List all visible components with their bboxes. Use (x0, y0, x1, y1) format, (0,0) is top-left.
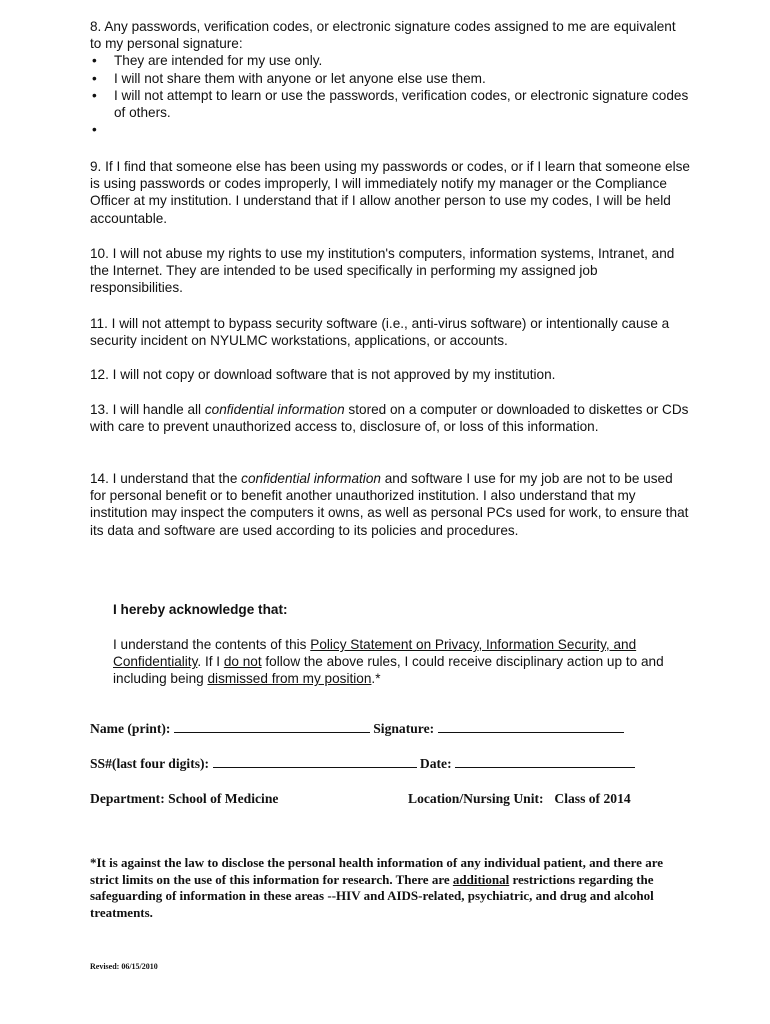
date-label: Date: (419, 756, 452, 771)
dismissed-emphasis: dismissed from my position (207, 671, 372, 687)
legal-footnote (90, 855, 690, 921)
item-13-text-before: 13. I will handle all (90, 402, 205, 417)
date-field[interactable] (455, 755, 635, 768)
ack-text-4: .* (371, 671, 381, 687)
ack-text-1: I understand the contents of this (113, 637, 311, 652)
location-value: Class of 2014 (554, 791, 631, 806)
do-not-emphasis: do not (223, 654, 262, 670)
department-label: Department: (90, 791, 165, 806)
name-label: Name (print): (90, 721, 171, 736)
item-13-emphasis: confidential information (204, 402, 345, 417)
name-field[interactable] (174, 720, 370, 733)
policy-statement-reference: Policy Statement on Privacy, Information Security, and Confidentiality (113, 637, 637, 670)
item-11: 11. I will not attempt to bypass security software (i.e., anti-virus software) or intentionally cause a security incident on NYULMC workstations, applications, or accounts. (90, 316, 670, 349)
ss-label: SS#(last four digits): (90, 756, 210, 771)
item-14 (90, 470, 690, 539)
revised-date: Revised: 06/15/2010 (90, 962, 158, 971)
department-row (90, 790, 278, 807)
item-9: 9. If I find that someone else has been using my passwords or codes, or if I learn that someone else is using passwords or codes improperly, I will immediately notify my manager or the Compliance Officer at my institution. I understand that if I allow another person to use my codes, I will be held accountable. (90, 159, 690, 226)
signature-label: Signature: (373, 721, 435, 736)
item-8-bullet-1: • They are intended for my use only. (90, 52, 690, 69)
item-8 (90, 18, 690, 138)
department-value: School of Medicine (168, 791, 279, 806)
item-14-text-before: 14. I understand that the (90, 471, 242, 486)
ack-text-2: . If I (197, 654, 224, 670)
item-14-text-after: and software I use for my job are not to be used for personal benefit or to benefit another unauthorized institution. I also understand that my institution may inspect the computers it owns, as well as personal PCs used for work, to ensure that its data and software are used according to its policies and procedures. (90, 471, 689, 538)
acknowledgement-text (113, 636, 673, 688)
item-13 (90, 401, 690, 435)
footnote-text-1: *It is against the law to disclose the personal health information of any individual patient, and there are strict limits on the use of this information for research. There are (90, 855, 663, 887)
location-row (408, 790, 631, 807)
ss-date-row (90, 755, 635, 772)
item-8-bullet-3: • I will not attempt to learn or use the passwords, verification codes, or electronic signature codes of others. (90, 87, 690, 121)
footnote-text-2: restrictions regarding the safeguarding of information in these areas --HIV and AIDS-related, psychiatric, and drug and alcohol treatments. (90, 871, 654, 920)
item-8-intro: 8. Any passwords, verification codes, or electronic signature codes assigned to me are equivalent to my personal signature: (90, 19, 676, 52)
footnote-additional: additional (452, 871, 510, 887)
item-8-bullet-list (90, 52, 690, 138)
location-label: Location/Nursing Unit: (408, 791, 544, 806)
item-8-bullet-4 (90, 121, 690, 138)
name-signature-row (90, 720, 624, 737)
ss-field[interactable] (213, 755, 417, 768)
item-14-emphasis: confidential information (241, 471, 381, 486)
ack-text-3: follow the above rules, I could receive disciplinary action up to and including being (113, 654, 664, 687)
signature-field[interactable] (438, 720, 624, 733)
item-13-text-after: stored on a computer or downloaded to diskettes or CDs with care to prevent unauthorized access to, disclosure of, or loss of this information. (90, 402, 689, 435)
item-12: 12. I will not copy or download software that is not approved by my institution. (90, 367, 556, 382)
item-8-bullet-2: • I will not share them with anyone or let anyone else use them. (90, 70, 690, 87)
item-10: 10. I will not abuse my rights to use my institution's computers, information systems, Intranet, and the Internet. They are intended to be used specifically in performing my assigned job responsibilities. (90, 246, 675, 296)
acknowledgement-heading: I hereby acknowledge that: (113, 602, 288, 617)
